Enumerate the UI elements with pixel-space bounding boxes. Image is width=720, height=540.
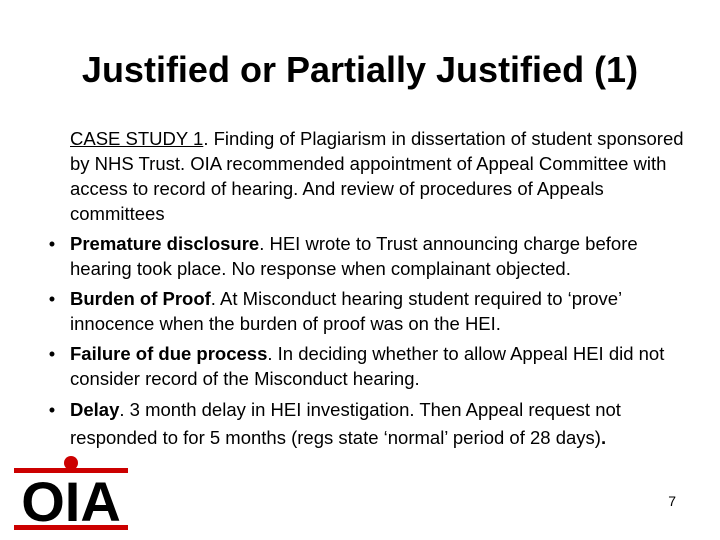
bullet-item-failure-of-due-process	[44, 341, 684, 391]
bullet-marker: •	[48, 233, 56, 254]
bullet-item-delay	[44, 396, 684, 452]
logo-text: OIA	[21, 470, 121, 533]
oia-logo	[12, 455, 130, 535]
slide-body	[44, 126, 684, 457]
slide-title: Justified or Partially Justified (1)	[81, 49, 639, 90]
bullet-text: . 3 month delay in HEI investigation. Then Appeal request not responded to for 5 months (regs state ‘normal’ period of 28 days)	[70, 399, 621, 448]
page-number: 7	[668, 493, 676, 509]
bullet-term: Premature disclosure	[70, 233, 260, 254]
bullet-term: Delay	[70, 399, 120, 420]
case-study-intro	[44, 126, 684, 226]
case-study-label: CASE STUDY 1	[70, 128, 204, 149]
bullet-marker: •	[48, 288, 56, 309]
bullet-item-premature-disclosure	[44, 231, 684, 281]
bullet-text: . HEI wrote to Trust announcing charge before hearing took place. No response when complainant objected.	[70, 233, 638, 279]
bullet-marker: •	[48, 343, 56, 364]
bullet-marker: •	[48, 399, 56, 420]
bullet-text: . In deciding whether to allow Appeal HEI did not consider record of the Misconduct hearing.	[70, 343, 665, 389]
bullet-item-burden-of-proof	[44, 286, 684, 336]
bullet-text: . At Misconduct hearing student required to ‘prove’ innocence when the burden of proof was on the HEI.	[70, 288, 622, 334]
bullet-term: Burden of Proof	[70, 288, 211, 309]
case-study-text: . Finding of Plagiarism in dissertation of student sponsored by NHS Trust. OIA recommended appointment of Appeal Committee with access to record of hearing. And review of procedures of Appeals committees	[70, 128, 684, 224]
bullet-term: Failure of due process	[70, 343, 268, 364]
logo-i-dot	[64, 456, 78, 470]
bullet-end-period: .	[600, 427, 607, 448]
